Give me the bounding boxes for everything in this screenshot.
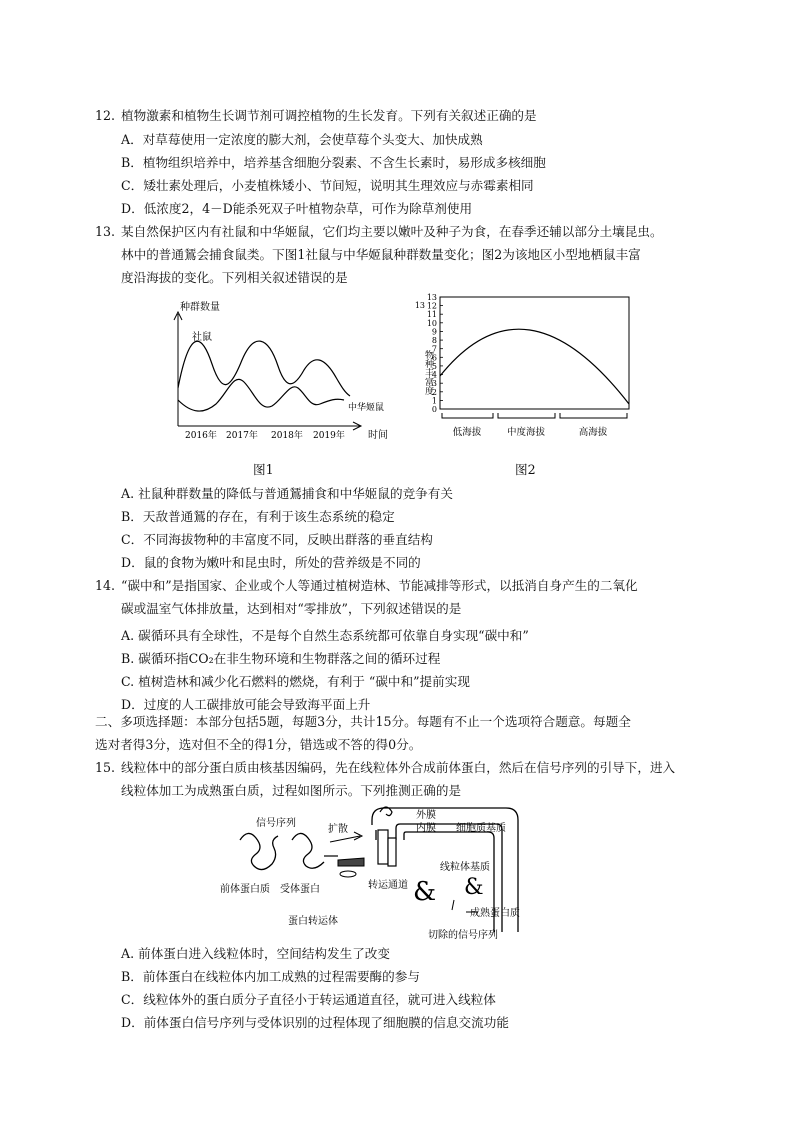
fig2-ytick-13: 13: [415, 301, 425, 310]
q14-option-b: B. 碳循环指CO₂在非生物环境和生物群落之间的循环过程: [121, 651, 441, 666]
receptor-protein: [338, 858, 364, 866]
label-mature-protein: 成熟蛋白质: [470, 908, 520, 919]
fig1-label-zhonghua-jishu: 中华姬鼠: [348, 403, 385, 413]
fig1-tick-2018: 2018年: [271, 431, 303, 441]
q12-stem: 植物激素和植物生长调节剂可调控植物的生长发育。下列有关叙述正确的是: [121, 108, 537, 123]
label-precursor-protein: 前体蛋白质: [220, 884, 270, 895]
q14-stem-line1: “碳中和”是指国家、企业或个人等通过植树造林、节能减排等形式，以抵消自身产生的二氧化: [121, 578, 638, 593]
q14-option-a: A. 碳循环具有全球性，不是每个自然生态系统都可依靠自身实现“碳中和”: [121, 628, 529, 643]
q13-stem-line1: 某自然保护区内有社鼠和中华姬鼠，它们均主要以嫩叶及种子为食，在春季还辅以部分土壤昆虫。: [121, 224, 663, 239]
q13-number: 13.: [95, 224, 116, 239]
fig1-y-label: 种群数量: [180, 302, 220, 313]
fig2-tick-7: 7: [431, 344, 437, 354]
q15-number: 15.: [95, 760, 116, 775]
fig1-curve-zhonghua-jishu: [178, 379, 344, 411]
fig2-y-label: 物种丰富度: [423, 350, 433, 395]
fig1-curve-she-shu: [178, 341, 350, 396]
fig2-tick-10: 10: [426, 318, 437, 328]
fig2-tick-9: 9: [431, 327, 437, 337]
fig2-tick-0: 0: [431, 405, 437, 414]
label-outer-membrane: 外膜: [416, 810, 436, 821]
section2-heading-line1: 二、多项选择题：本部分包括5题，每题3分，共计15分。每题有不止一个选项符合题意。每题全: [95, 714, 631, 729]
precursor-protein: [240, 833, 278, 869]
q15-option-b: B．前体蛋白在线粒体内加工成熟的过程需要酶的参与: [121, 969, 420, 984]
q13-option-d: D．鼠的食物为嫩叶和昆虫时，所处的营养级是不同的: [121, 555, 421, 570]
fig1-tick-2017: 2017年: [226, 431, 258, 441]
label-transport-channel: 转运通道: [368, 880, 408, 891]
q15-stem-line1: 线粒体中的部分蛋白质由核基因编码，先在线粒体外合成前体蛋白，然后在信号序列的引导下，进入: [121, 760, 676, 775]
fig2-tick-2: 2: [431, 387, 437, 397]
q14-option-d: D．过度的人工碳排放可能会导致海平面上升: [121, 697, 371, 712]
q15-option-c: C．线粒体外的蛋白质分子直径小于转运通道直径，就可进入线粒体: [121, 992, 496, 1007]
fig2-tick-1: 1: [431, 396, 437, 406]
q15-option-d: D．前体蛋白信号序列与受体识别的过程体现了细胞膜的信息交流功能: [121, 1015, 509, 1030]
q12-option-a: A．对草莓使用一定浓度的膨大剂，会使草莓个头变大、加快成熟: [121, 132, 483, 147]
label-receptor-protein: 受体蛋白: [280, 884, 320, 895]
fig2-tick-4: 4: [431, 370, 437, 380]
q13-option-b: B．天敌普通鵟的存在，有利于该生态系统的稳定: [121, 509, 395, 524]
fig2-frame: [440, 297, 629, 409]
fig2-tick-8: 8: [431, 336, 437, 346]
fig1-tick-2016: 2016年: [185, 431, 217, 441]
label-signal-sequence: 信号序列: [256, 818, 296, 829]
fig2-tick-3: 3: [431, 379, 437, 389]
mature-protein-shape-1: &: [413, 877, 437, 907]
fig2-group-mid: 中度海拔: [506, 427, 546, 438]
q12-number: 12.: [95, 108, 116, 123]
figure-2-richness-chart: [415, 290, 635, 450]
fig2-group-low: 低海拔: [452, 427, 482, 438]
transport-channel: [378, 830, 388, 864]
mature-protein-shape-2: &: [464, 875, 484, 900]
fig2-tick-12: 12: [426, 301, 437, 311]
label-protein-transporter: 蛋白转运体: [288, 916, 338, 927]
label-diffuse: 扩散: [328, 824, 348, 835]
fig2-tick-11: 11: [426, 310, 437, 320]
fig2-caption: 图2: [515, 462, 536, 477]
fig2-tick-5: 5: [431, 361, 437, 371]
q15-stem-line2: 线粒体加工为成熟蛋白质，过程如图所示。下列推测正确的是: [121, 783, 462, 798]
q12-option-c: C．矮壮素处理后，小麦植株矮小、节间短，说明其生理效应与赤霉素相同: [121, 178, 534, 193]
section2-heading-line2: 选对者得3分，选对但不全的得1分，错选或不答的得0分。: [95, 737, 422, 752]
fig1-caption: 图1: [253, 462, 274, 477]
protein-transporter: [340, 871, 356, 877]
q15-option-a: A. 前体蛋白进入线粒体时，空间结构发生了改变: [121, 946, 390, 961]
label-matrix: 线粒体基质: [440, 862, 490, 873]
q13-option-a: A. 社鼠种群数量的降低与普通鵟捕食和中华姬鼠的竞争有关: [121, 486, 453, 501]
q13-stem-line2: 林中的普通鵟会捕食鼠类。下图1社鼠与中华姬鼠种群数量变化；图2为该地区小型地栖鼠丰富: [121, 247, 641, 262]
label-cleaved-signal: 切除的信号序列: [428, 930, 498, 941]
mitochondria-import-diagram: [220, 800, 530, 942]
fig2-group-high: 高海拔: [578, 427, 608, 438]
fig2-tick-13: 13: [426, 293, 437, 302]
q12-option-b: B．植物组织培养中，培养基含细胞分裂素、不含生长素时，易形成多核细胞: [121, 155, 546, 170]
fig2-richness-curve: [440, 329, 629, 404]
fig1-tick-2019: 2019年: [313, 431, 345, 441]
q14-number: 14.: [95, 578, 116, 593]
q12-option-d: D．低浓度2，4－D能杀死双子叶植物杂草，可作为除草剂使用: [121, 201, 473, 216]
figure-1-population-chart: [170, 296, 395, 446]
label-inner-membrane: 内膜: [416, 823, 436, 834]
q14-option-c: C. 植树造林和减少化石燃料的燃烧，有利于 “碳中和”提前实现: [121, 674, 470, 689]
q13-option-c: C．不同海拔物种的丰富度不同，反映出群落的垂直结构: [121, 532, 433, 547]
fig1-x-label: 时间: [368, 430, 388, 441]
q14-stem-line2: 碳或温室气体排放量，达到相对“零排放”，下列叙述错误的是: [121, 601, 462, 616]
fig2-tick-6: 6: [431, 353, 437, 363]
q13-stem-line3: 度沿海拔的变化。下列相关叙述错误的是: [121, 270, 348, 285]
fig1-label-she-shu: 社鼠: [192, 332, 212, 343]
label-cytosol: 细胞质基质: [456, 823, 506, 834]
